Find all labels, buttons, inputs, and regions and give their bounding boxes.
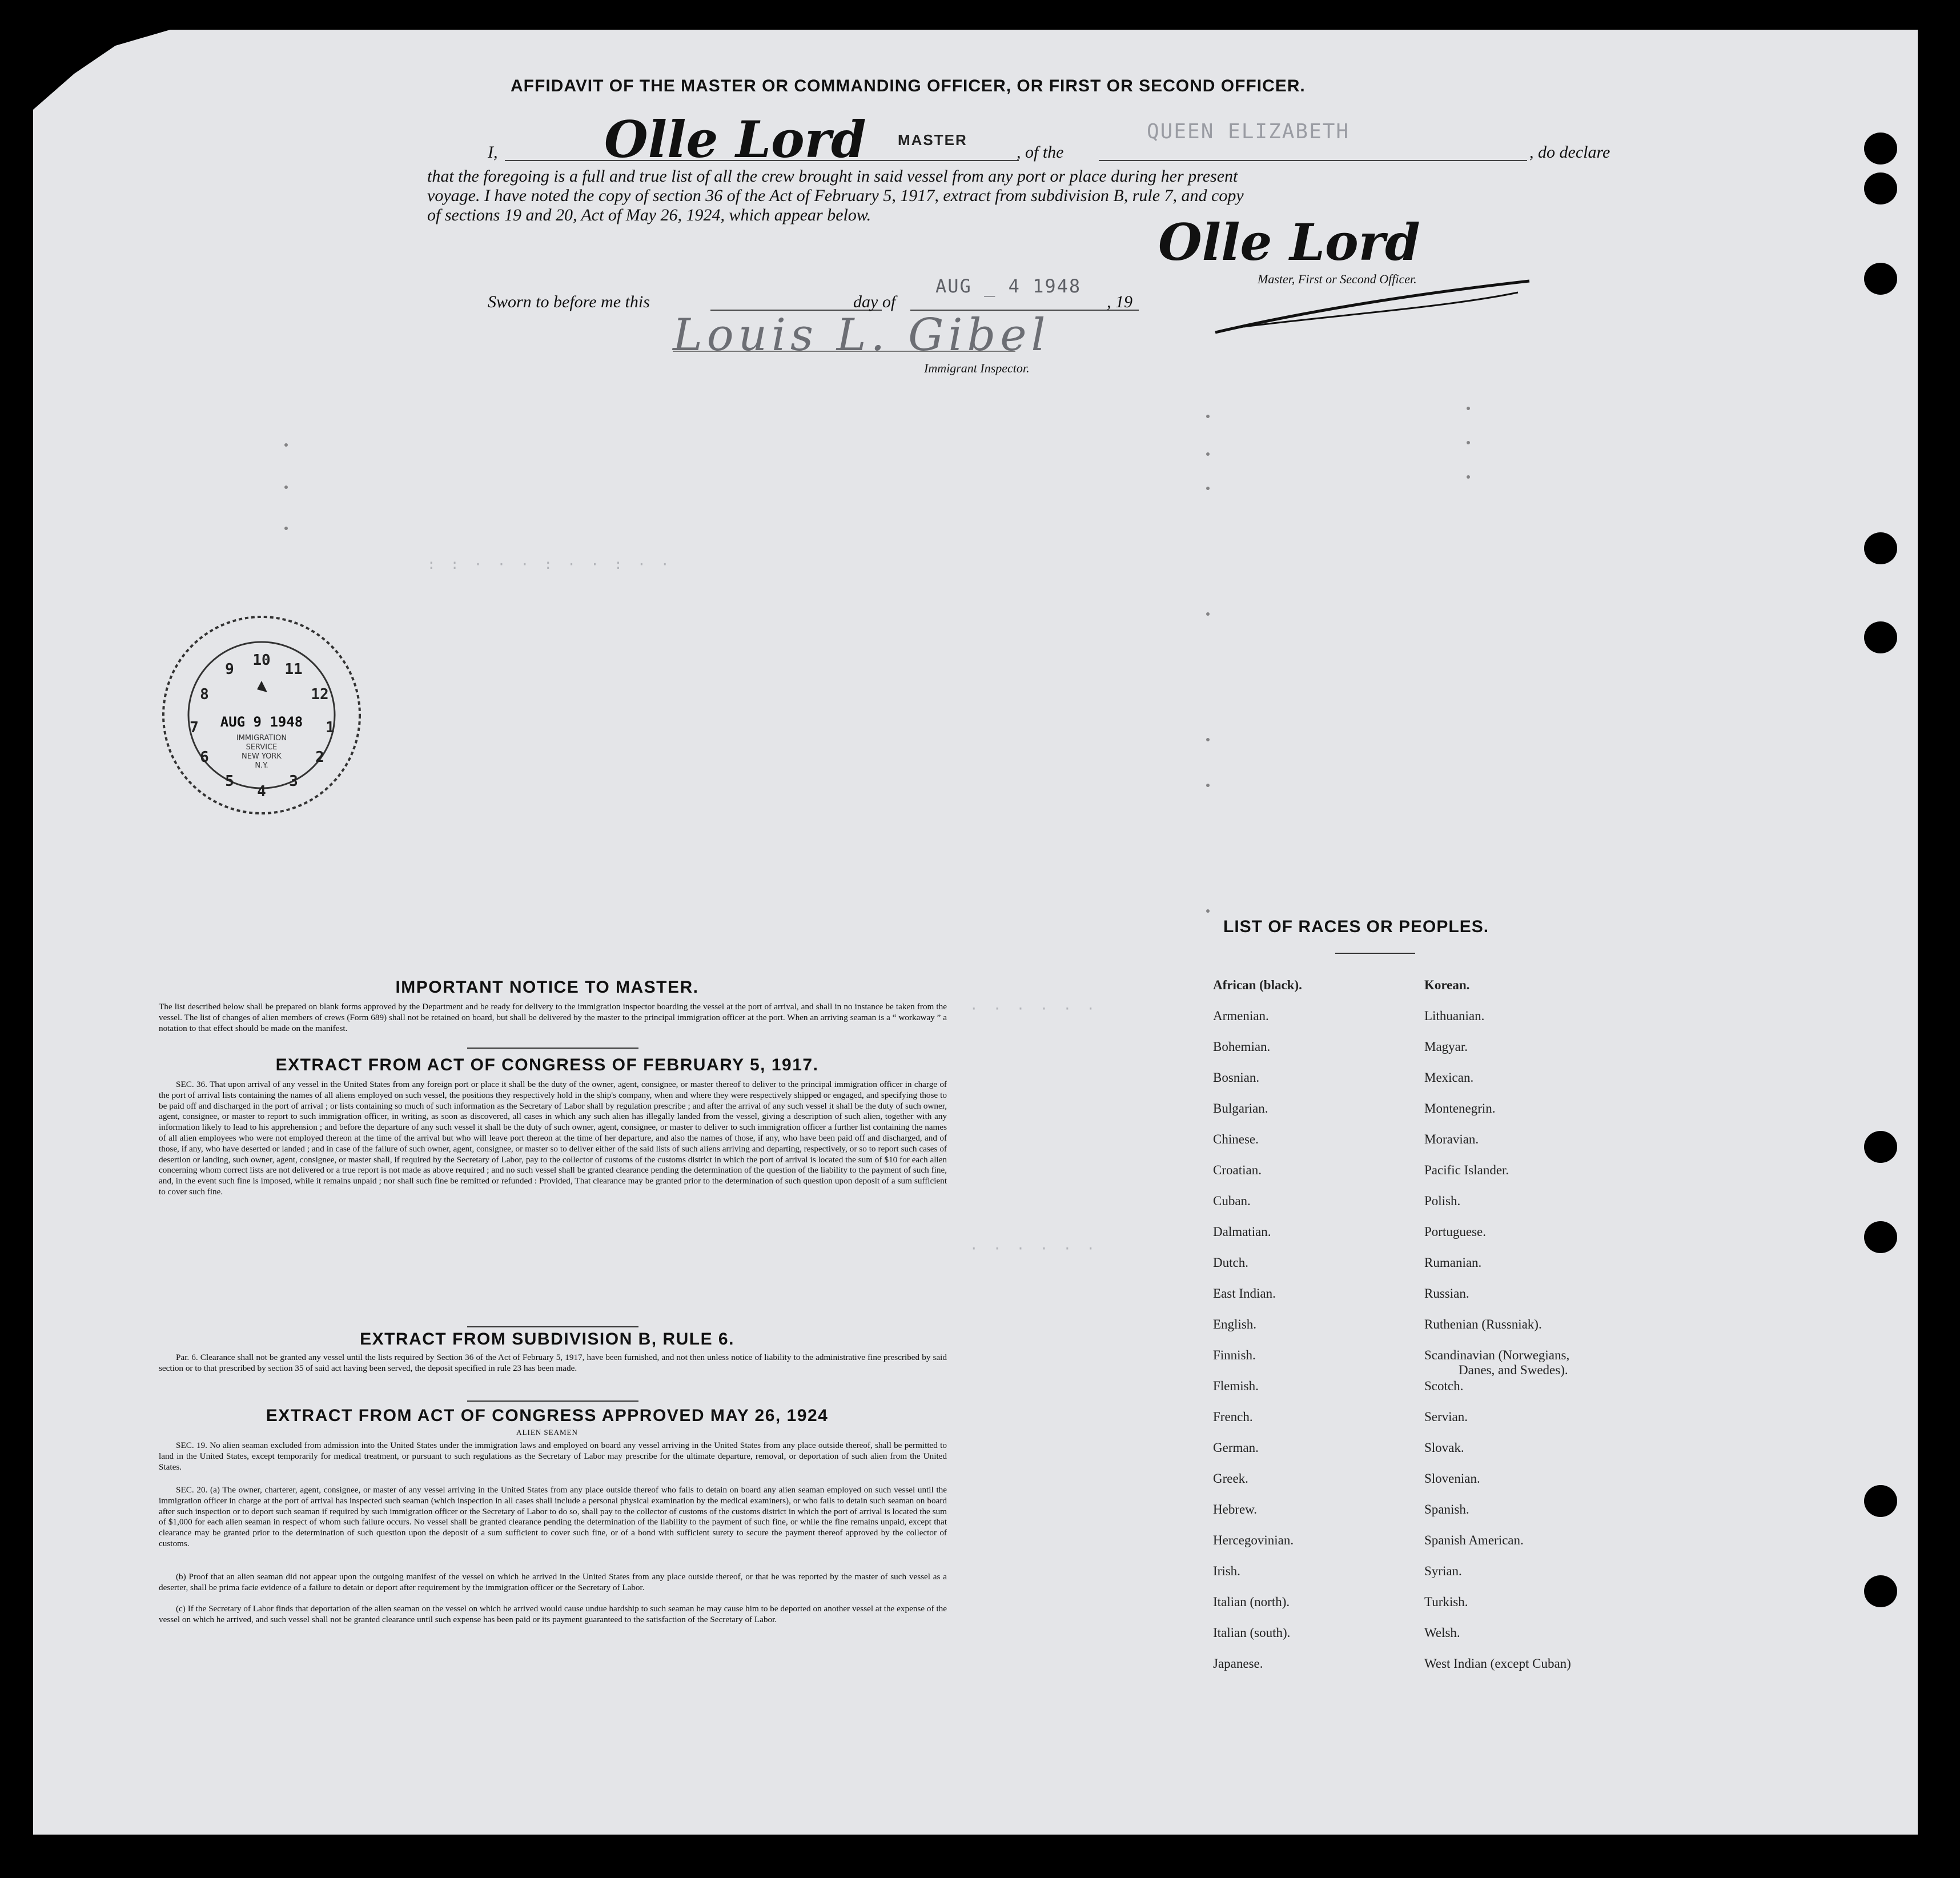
seal-date: AUG 9 1948 xyxy=(220,714,303,730)
artifact-dot xyxy=(1467,441,1470,444)
race-item: Bohemian. xyxy=(1213,1040,1271,1054)
extract-1924-sec20c: (c) If the Secretary of Labor finds that deportation of the alien seaman on the vessel on which he arrived would cause undue hardship to such seaman he may cause him to be deported on another vessel at the expense of the vessel on which he arrived, and such vessel shall not be granted clearance until such expense has been paid or its payment guaranteed to the satisfaction of the Secretary of Labor. xyxy=(159,1604,947,1624)
show-through-line: · · · · · · xyxy=(970,1001,1098,1017)
binder-hole xyxy=(1864,133,1897,164)
race-item: Lithuanian. xyxy=(1424,1009,1485,1023)
race-item: Slovak. xyxy=(1424,1440,1464,1455)
race-item: Korean. xyxy=(1424,978,1470,992)
day-of-label: day of xyxy=(853,292,896,311)
seal-clock-number: 12 xyxy=(311,686,329,703)
race-item: Ruthenian (Russniak). xyxy=(1424,1317,1542,1331)
race-item: Pacific Islander. xyxy=(1424,1163,1509,1177)
artifact-dot xyxy=(1206,738,1210,741)
sworn-label: Sworn to before me this xyxy=(488,292,650,311)
vessel-name-line xyxy=(1099,160,1527,161)
seal-clock-number: 5 xyxy=(225,773,234,790)
race-item: Russian. xyxy=(1424,1286,1469,1301)
seal-clock-number: 9 xyxy=(225,661,234,678)
seal-agency-line: NEW YORK xyxy=(242,752,282,761)
artifact-dot xyxy=(1206,612,1210,616)
master-stamp: MASTER xyxy=(898,131,967,149)
race-item: Chinese. xyxy=(1213,1132,1259,1146)
race-item: Hercegovinian. xyxy=(1213,1533,1294,1547)
extract-1924-title: EXTRACT FROM ACT OF CONGRESS APPROVED MAY 26, 1924 xyxy=(266,1406,829,1425)
race-item: Dutch. xyxy=(1213,1255,1248,1270)
master-signature: Olle Lord xyxy=(604,110,866,169)
extract-rule6-title: EXTRACT FROM SUBDIVISION B, RULE 6. xyxy=(360,1330,734,1349)
inspector-caption: Immigrant Inspector. xyxy=(924,361,1030,375)
binder-hole xyxy=(1864,1131,1897,1163)
seal-clock-number: 1 xyxy=(326,719,335,736)
race-item: French. xyxy=(1213,1410,1253,1424)
artifact-dot xyxy=(284,443,288,447)
race-item: Rumanian. xyxy=(1424,1255,1482,1270)
seal-clock-number: 10 xyxy=(252,652,271,669)
section-divider xyxy=(467,1048,638,1049)
races-title-rule xyxy=(1335,953,1415,954)
seal-clock-number: 6 xyxy=(200,749,209,766)
vessel-name-stamp: QUEEN ELIZABETH xyxy=(1147,120,1350,143)
race-item: Polish. xyxy=(1424,1194,1461,1208)
signature-caption: Master, First or Second Officer. xyxy=(1258,272,1417,286)
race-item: Turkish. xyxy=(1424,1595,1468,1609)
race-item: Armenian. xyxy=(1213,1009,1269,1023)
race-item: East Indian. xyxy=(1213,1286,1276,1301)
important-notice-title: IMPORTANT NOTICE TO MASTER. xyxy=(395,978,699,997)
seal-clock-number: 7 xyxy=(190,719,199,736)
race-item: Portuguese. xyxy=(1424,1225,1486,1239)
seal-clock-number: 2 xyxy=(315,749,324,766)
seal-agency-line: SERVICE xyxy=(246,743,278,752)
artifact-dot xyxy=(1206,784,1210,787)
race-item: African (black). xyxy=(1213,978,1302,992)
extract-1924-sec20b: (b) Proof that an alien seaman did not appear upon the outgoing manifest of the vessel on which he arrived in the United States from any place outside thereof, or that he was reported by the master of such vessel as a deserter, shall be prima facie evidence of a failure to detain or deport after requirement by the immigration officer or the Secretary of Labor. xyxy=(159,1572,947,1592)
race-item: Dalmatian. xyxy=(1213,1225,1271,1239)
torn-corner xyxy=(33,30,170,110)
affidavit-title: AFFIDAVIT OF THE MASTER OR COMMANDING OFFICER, OR FIRST OR SECOND OFFICER. xyxy=(511,77,1306,95)
binder-hole xyxy=(1864,172,1897,204)
extract-1917-body: SEC. 36. That upon arrival of any vessel in the United States from any foreign port or place it shall be the duty of the owner, agent, consignee, or master thereof to deliver to the principal immigration officer in charge of the port of arrival lists containing the names of all aliens employed on such vessel, the positions they respectively hold in the ship's company, when and where they were respectively shipped or engaged, and specifying those to be paid off and discharged in the port of arrival ; or lists containing so much of such information as the Secretary of Labor shall by regulation prescribe ; and after the arrival of any such vessel it shall be the duty of such owner, agent, consignee, or master to report to such immigration officer, in writing, as soon as discovered, all cases in which any such alien has illegally landed from the vessel, giving a description of such alien, together with any information likely to lead to his apprehension ; and before the departure of any such vessel it shall be the duty of such owner, agent, consignee, or master to deliver to such immigration officer a further list containing the names of all alien employees who were not employed thereon at the time of the arrival but who will leave port thereon at the time of her departure, and also the names of those, if any, who have been paid off and discharged, and of those, if any, who have deserted or landed ; and in case of the failure of such owner, agent, consignee, or master so to deliver either of the said lists of such aliens arriving and departing, respectively, or so to report such cases of desertion or landing, such owner, agent, consignee, or master shall, if required by the Secretary of Labor, pay to the collector of customs of the customs district in which the port of arrival is located the sum of $10 for each alien concerning whom correct lists are not delivered or a true report is not made as above required ; and no such vessel shall be granted clearance pending the determination of the question of the liability to the payment of such fine, and, in the event such fine is imposed, while it remains unpaid ; nor shall such fine be remitted or refunded : Provided, That clearance may be granted prior to the determination of such question upon deposit of a sum sufficient to cover such fine. xyxy=(159,1080,947,1197)
race-item: Moravian. xyxy=(1424,1132,1479,1146)
race-item: Italian (north). xyxy=(1213,1595,1290,1609)
race-item: Welsh. xyxy=(1424,1626,1460,1640)
seal-clock-number: 3 xyxy=(289,773,298,790)
race-item-continuation: Danes, and Swedes). xyxy=(1459,1363,1568,1377)
race-item: Syrian. xyxy=(1424,1564,1462,1578)
race-item: Slovenian. xyxy=(1424,1471,1480,1486)
race-item: Croatian. xyxy=(1213,1163,1262,1177)
artifact-dot xyxy=(284,527,288,530)
seal-agency-line: N.Y. xyxy=(255,761,268,770)
binder-hole xyxy=(1864,532,1897,564)
officer-signature: Olle Lord xyxy=(1158,212,1420,272)
extract-1924-sec20a: SEC. 20. (a) The owner, charterer, agent, consignee, or master of any vessel arriving in the United States from any place outside thereof who fails to detain on board any alien seaman employed on such vessel until the immigration officer in charge at the port of arrival has inspected such seaman (which inspection in all cases shall include a personal physical examination by the medical examiners), or who fails to detain such seaman on board after such inspection or to deport such seaman if required by such immigration officer or the Secretary of Labor to do so, shall pay to the collector of customs of the customs district in which the port of arrival is located the sum of $1,000 for each alien seaman in respect of whom such failure occurs. No vessel shall be granted clearance pending the determination of the liability to the payment of such fine, or while the fine remains unpaid, except that clearance may be granted prior to the determination of such question upon the deposit of a sum sufficient to cover such fine, or of a bond with sufficient surety to secure the payment thereof approved by the collector of customs. xyxy=(159,1485,947,1548)
document-page xyxy=(33,30,1918,1835)
section-divider xyxy=(467,1401,638,1402)
binder-hole xyxy=(1864,263,1897,295)
inspector-line xyxy=(673,351,1015,352)
show-through-line: : : · · · : · · : · · xyxy=(427,556,673,572)
race-item: Bulgarian. xyxy=(1213,1101,1268,1115)
artifact-dot xyxy=(1206,909,1210,913)
race-item: Scandinavian (Norwegians, xyxy=(1424,1348,1570,1362)
binder-hole xyxy=(1864,1575,1897,1607)
artifact-dot xyxy=(1467,475,1470,479)
artifact-dot xyxy=(284,485,288,489)
seal-agency-line: IMMIGRATION xyxy=(236,734,287,743)
seal-clock-number: 8 xyxy=(200,686,209,703)
race-item: Japanese. xyxy=(1213,1656,1263,1671)
seal-clock-number: 4 xyxy=(257,783,266,800)
extract-1924-sec19: SEC. 19. No alien seaman excluded from admission into the United States under the immigration laws and employed on board any vessel arriving in the United States from any place outside thereof, shall be permitted to land in the United States, except temporarily for medical treatment, or pursuant to such regulations as the Secretary of Labor may prescribe for the ultimate departure, removal, or deportation of such alien from the United States. xyxy=(159,1440,947,1472)
race-item: Greek. xyxy=(1213,1471,1248,1486)
of-the-label: , of the xyxy=(1017,143,1064,162)
race-item: West Indian (except Cuban) xyxy=(1424,1656,1571,1671)
extract-1924-subtitle: ALIEN SEAMEN xyxy=(516,1428,578,1436)
race-item: Bosnian. xyxy=(1213,1070,1260,1085)
declaration-line-2: voyage. I have noted the copy of section 36 of the Act of February 5, 1917, extract from subdivision B, rule 7, and copy xyxy=(427,186,1244,205)
race-item: Montenegrin. xyxy=(1424,1101,1496,1115)
binder-hole xyxy=(1864,621,1897,653)
race-item: Mexican. xyxy=(1424,1070,1474,1085)
race-item: Hebrew. xyxy=(1213,1502,1258,1516)
extract-1917-title: EXTRACT FROM ACT OF CONGRESS OF FEBRUARY 5, 1917. xyxy=(275,1056,819,1074)
binder-hole xyxy=(1864,1485,1897,1517)
race-item: Flemish. xyxy=(1213,1379,1259,1393)
extract-rule6-body: Par. 6. Clearance shall not be granted any vessel until the lists required by Section 36 of the Act of February 5, 1917, have been furnished, and not then unless notice of liability to the administrative fine prescribed by said section or to that prescribed by section 35 of said act having been served, the deposit specified in rule 23 has been made. xyxy=(159,1353,947,1373)
inspector-signature: Louis L. Gibel xyxy=(673,310,1050,361)
affidavit-i-label: I, xyxy=(488,143,498,162)
race-item: Scotch. xyxy=(1424,1379,1464,1393)
section-divider xyxy=(467,1326,638,1327)
artifact-dot xyxy=(1467,407,1470,410)
artifact-dot xyxy=(1206,487,1210,490)
year-prefix: , 19 xyxy=(1107,292,1132,311)
race-item: Magyar. xyxy=(1424,1040,1468,1054)
seal-arrow-icon xyxy=(257,681,267,692)
race-item: Irish. xyxy=(1213,1564,1240,1578)
important-notice-body: The list described below shall be prepared on blank forms approved by the Department and be ready for delivery to the immigration inspector boarding the vessel at the port of arrival, and shall in no instance be taken from the vessel. The list of changes of alien members of crews (Form 689) shall not be retained on board, but shall be delivered by the master to the principal immigration officer at the port. When an arriving seaman is a “ workaway ” a notation to that effect should be made on the manifest. xyxy=(159,1002,947,1033)
declaration-line-1: that the foregoing is a full and true list of all the crew brought in said vessel from any port or place during her present xyxy=(427,167,1238,186)
race-item: English. xyxy=(1213,1317,1257,1331)
artifact-dot xyxy=(1206,452,1210,456)
receipt-seal xyxy=(159,612,364,818)
races-title: LIST OF RACES OR PEOPLES. xyxy=(1223,917,1489,936)
sworn-date-stamp: AUG _ 4 1948 xyxy=(935,275,1082,297)
race-item: Cuban. xyxy=(1213,1194,1251,1208)
race-item: Servian. xyxy=(1424,1410,1468,1424)
declaration-line-3: of sections 19 and 20, Act of May 26, 1924, which appear below. xyxy=(427,206,871,224)
race-item: Italian (south). xyxy=(1213,1626,1291,1640)
binder-hole xyxy=(1864,1221,1897,1253)
show-through-line: · · · · · · xyxy=(970,1241,1098,1257)
artifact-dot xyxy=(1206,415,1210,418)
race-item: German. xyxy=(1213,1440,1259,1455)
seal-clock-number: 11 xyxy=(284,661,303,678)
race-item: Spanish. xyxy=(1424,1502,1469,1516)
race-item: Finnish. xyxy=(1213,1348,1256,1362)
do-declare-label: , do declare xyxy=(1529,143,1610,162)
race-item: Spanish American. xyxy=(1424,1533,1524,1547)
